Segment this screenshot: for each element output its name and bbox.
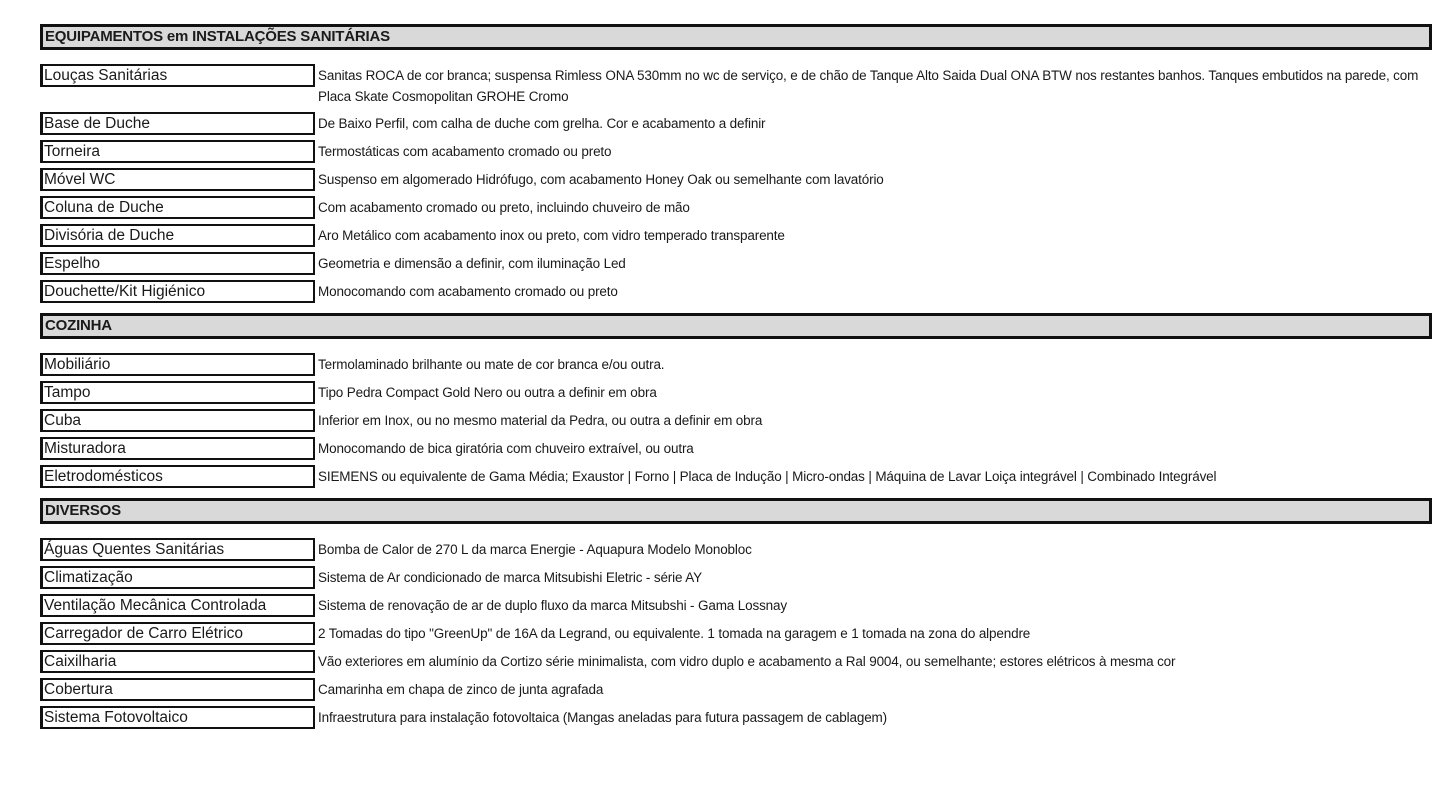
section-title: COZINHA xyxy=(40,313,1432,339)
spec-description: 2 Tomadas do tipo "GreenUp" de 16A da Legrand, ou equivalente. 1 tomada na garagem e 1 tomada na zona do alpendre xyxy=(318,626,1031,641)
spec-description: Monocomando de bica giratória com chuveiro extraível, ou outra xyxy=(318,441,694,456)
spec-row xyxy=(40,224,1432,247)
spec-row xyxy=(40,112,1432,135)
spec-row xyxy=(40,650,1432,673)
spec-description: Sistema de Ar condicionado de marca Mitsubishi Eletric - série AY xyxy=(318,570,702,585)
spec-description: Inferior em Inox, ou no mesmo material da Pedra, ou outra a definir em obra xyxy=(318,413,763,428)
spec-row xyxy=(40,252,1432,275)
spec-label: Base de Duche xyxy=(40,112,315,135)
section-miscellaneous xyxy=(40,498,1432,729)
spec-description: Infraestrutura para instalação fotovoltaica (Mangas aneladas para futura passagem de cablagem) xyxy=(318,710,887,725)
spec-label: Águas Quentes Sanitárias xyxy=(40,538,315,561)
spec-description: Camarinha em chapa de zinco de junta agrafada xyxy=(318,682,604,697)
spec-description: Com acabamento cromado ou preto, incluindo chuveiro de mão xyxy=(318,200,690,215)
spec-row xyxy=(40,168,1432,191)
spec-description: De Baixo Perfil, com calha de duche com grelha. Cor e acabamento a definir xyxy=(318,116,766,131)
spec-row xyxy=(40,706,1432,729)
spec-description: Monocomando com acabamento cromado ou preto xyxy=(318,284,618,299)
spec-description: Termostáticas com acabamento cromado ou preto xyxy=(318,144,612,159)
spec-description: Sanitas ROCA de cor branca; suspensa Rimless ONA 530mm no wc de serviço, e de chão de Tanque Alto Saida Dual ONA BTW nos restantes banhos. Tanques embutidos na parede, com Placa Skate Cosmopolitan GROHE Cromo xyxy=(318,68,1419,104)
spec-row xyxy=(40,280,1432,303)
spec-description: Geometria e dimensão a definir, com iluminação Led xyxy=(318,256,626,271)
spec-description: Vão exteriores em alumínio da Cortizo série minimalista, com vidro duplo e acabamento a Ral 9004, ou semelhante; estores elétricos à mesma cor xyxy=(318,654,1176,669)
spec-row xyxy=(40,538,1432,561)
spec-row xyxy=(40,622,1432,645)
spec-row xyxy=(40,140,1432,163)
spec-description: Tipo Pedra Compact Gold Nero ou outra a definir em obra xyxy=(318,385,657,400)
spec-row xyxy=(40,353,1432,376)
spec-list xyxy=(40,64,1432,303)
spec-label: Divisória de Duche xyxy=(40,224,315,247)
section-title: DIVERSOS xyxy=(40,498,1432,524)
spec-list xyxy=(40,353,1432,488)
spec-label: Coluna de Duche xyxy=(40,196,315,219)
section-sanitary-equipment xyxy=(40,24,1432,303)
spec-label: Climatização xyxy=(40,566,315,589)
spec-label: Sistema Fotovoltaico xyxy=(40,706,315,729)
spec-description: SIEMENS ou equivalente de Gama Média; Exaustor | Forno | Placa de Indução | Micro-ondas | Máquina de Lavar Loiça integrável | Combinado Integrável xyxy=(318,469,1217,484)
spec-label: Mobiliário xyxy=(40,353,315,376)
spec-row xyxy=(40,409,1432,432)
spec-row xyxy=(40,566,1432,589)
spec-label: Louças Sanitárias xyxy=(40,64,315,87)
spec-list xyxy=(40,538,1432,729)
spec-row xyxy=(40,196,1432,219)
spec-description: Termolaminado brilhante ou mate de cor branca e/ou outra. xyxy=(318,357,665,372)
spec-label: Torneira xyxy=(40,140,315,163)
spec-label: Douchette/Kit Higiénico xyxy=(40,280,315,303)
section-kitchen xyxy=(40,313,1432,488)
spec-label: Espelho xyxy=(40,252,315,275)
spec-label: Misturadora xyxy=(40,437,315,460)
spec-row xyxy=(40,437,1432,460)
spec-description: Sistema de renovação de ar de duplo fluxo da marca Mitsubshi - Gama Lossnay xyxy=(318,598,788,613)
spec-label: Eletrodomésticos xyxy=(40,465,315,488)
spec-row xyxy=(40,465,1432,488)
spec-row xyxy=(40,64,1432,107)
spec-description: Bomba de Calor de 270 L da marca Energie - Aquapura Modelo Monobloc xyxy=(318,542,752,557)
spec-label: Caixilharia xyxy=(40,650,315,673)
spec-row xyxy=(40,678,1432,701)
spec-row xyxy=(40,594,1432,617)
spec-label: Móvel WC xyxy=(40,168,315,191)
spec-label: Tampo xyxy=(40,381,315,404)
spec-label: Cobertura xyxy=(40,678,315,701)
spec-label: Carregador de Carro Elétrico xyxy=(40,622,315,645)
spec-description: Aro Metálico com acabamento inox ou preto, com vidro temperado transparente xyxy=(318,228,785,243)
spec-document xyxy=(40,24,1432,739)
spec-label: Ventilação Mecânica Controlada xyxy=(40,594,315,617)
spec-row xyxy=(40,381,1432,404)
section-title: EQUIPAMENTOS em INSTALAÇÕES SANITÁRIAS xyxy=(40,24,1432,50)
spec-description: Suspenso em algomerado Hidrófugo, com acabamento Honey Oak ou semelhante com lavatório xyxy=(318,172,884,187)
spec-label: Cuba xyxy=(40,409,315,432)
